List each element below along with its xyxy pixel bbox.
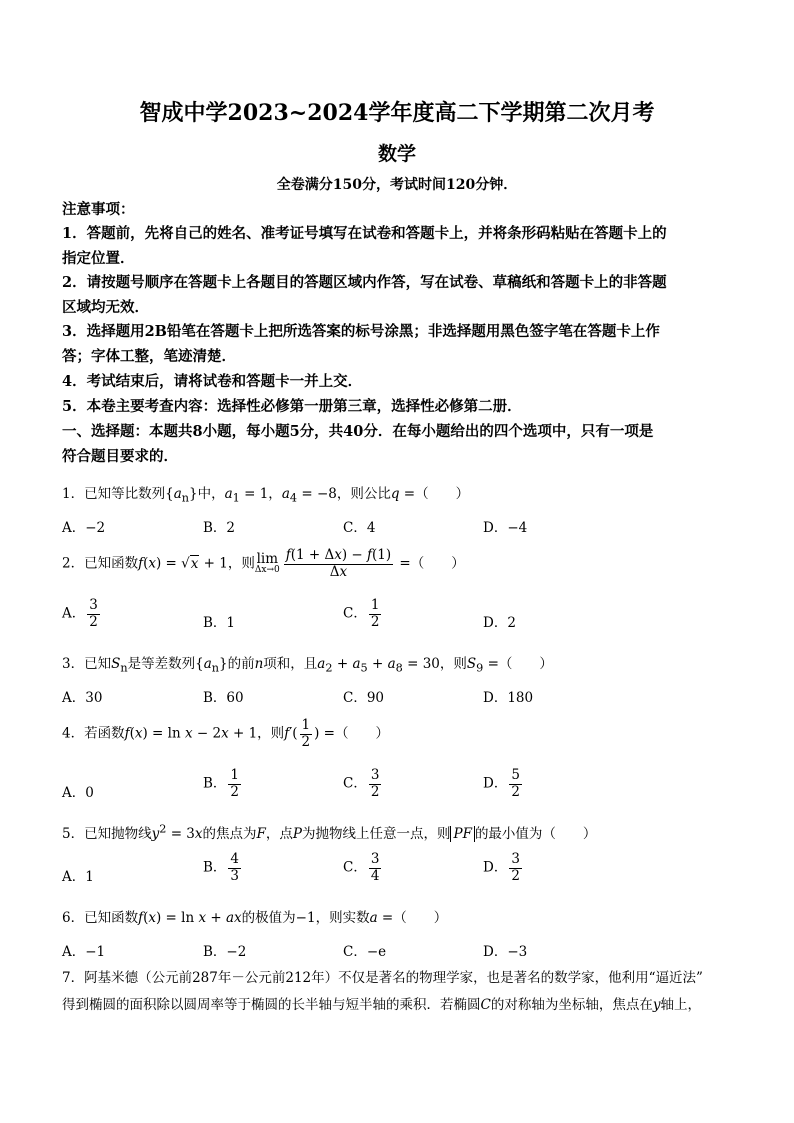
question-6: 6．已知函数f(x) = ln x + ax的极值为−1，则实数a =（ ）: [62, 910, 448, 926]
option-b: B．60: [203, 690, 244, 706]
option-c: C．90: [343, 690, 385, 706]
exam-title: 智成中学2023~2024学年度高二下学期第二次月考: [139, 100, 655, 126]
option-a: A．1: [62, 869, 94, 885]
option-d: D． $\frac{3}{2}$: [483, 851, 520, 884]
question-3: 3．已知$S_n$是等差数列$\{a_n\}$的前n项和，且$a_2 + a_5 + a_8 = 30$，则$S_9$ =（ ）: [62, 656, 553, 675]
option-c: C． $\frac{3}{2}$: [343, 767, 380, 800]
exam-info: 全卷满分150分，考试时间120分钟．: [276, 177, 518, 193]
option-b: B．2: [203, 520, 236, 536]
option-d: D．2: [483, 615, 516, 631]
section-heading: 符合题目要求的．: [62, 448, 178, 465]
option-d-label: D．: [483, 859, 508, 876]
q7-text-b: 的对称轴为坐标轴，焦点在: [490, 997, 653, 1013]
note-line: 5．本卷主要考查内容：选择性必修第一册第三章，选择性必修第二册．: [62, 398, 522, 415]
option-b: B．−2: [203, 944, 247, 960]
option-c: C．4: [343, 520, 376, 536]
note-line: 指定位置．: [62, 250, 135, 267]
note-line: 1．答题前，先将自己的姓名、准考证号填写在试卷和答题卡上，并将条形码粘贴在答题卡上的: [62, 225, 667, 242]
note-line: 答；字体工整，笔迹清楚．: [62, 348, 236, 365]
question-7-line2: 得到椭圆的面积除以圆周率等于椭圆的长半轴与短半轴的乘积．若椭圆C的对称轴为坐标轴，焦点在y轴上，: [62, 997, 701, 1013]
option-a: A．30: [62, 690, 103, 706]
option-b: B．1: [203, 615, 236, 631]
option-b: B． $\frac{4}{3}$: [203, 851, 240, 884]
option-c: C． $\frac{1}{2}$: [343, 597, 380, 630]
note-line: 4．考试结束后，请将试卷和答题卡一并上交．: [62, 373, 363, 390]
q7-text-c: 轴上，: [660, 997, 701, 1013]
note-line: 区域均无效．: [62, 299, 149, 316]
option-d: D．180: [483, 690, 534, 706]
notes-heading: 注意事项：: [62, 201, 135, 218]
option-a: A．−2: [62, 520, 106, 536]
option-b: B． $\frac{1}{2}$: [203, 767, 240, 800]
question-2: 2．已知函数f(x) = √x + 1，则 lim Δx→0 $\frac{f(1 + \Delta x) - f(1)}{\Delta x}$ =（ ）: [62, 547, 465, 580]
note-line: 2．请按题号顺序在答题卡上各题目的答题区域内作答，写在试卷、草稿纸和答题卡上的非答题: [62, 274, 667, 291]
option-d: D．−3: [483, 944, 528, 960]
question-7-line1: 7．阿基米德（公元前287年－公元前212年）不仅是著名的物理学家，也是著名的数学家，他利用“逼近法”: [62, 970, 703, 986]
section-heading: 一、选择题：本题共8小题，每小题5分，共40分．在每小题给出的四个选项中，只有一项是: [62, 423, 654, 440]
subject-title: 数学: [377, 143, 416, 165]
option-d: D． $\frac{5}{2}$: [483, 767, 520, 800]
option-c: C． $\frac{3}{4}$: [343, 851, 380, 884]
option-c: C．−e: [343, 944, 387, 960]
option-a: A．−1: [62, 944, 106, 960]
question-1: 1．已知等比数列$\{a_n\}$中，$a_1 = 1$，$a_4 = -8$，则公比q =（ ）: [62, 486, 470, 505]
note-line: 3．选择题用2B铅笔在答题卡上把所选答案的标号涂黑；非选择题用黑色签字笔在答题卡上作: [62, 323, 660, 340]
option-d: D．−4: [483, 520, 528, 536]
question-5: 5．已知抛物线$y^2 = 3x$的焦点为F，点P为抛物线上任意一点，则 PF 的最小值为（ ）: [62, 822, 597, 842]
option-a: A．0: [62, 785, 94, 801]
question-4: 4．若函数f(x) = ln x − 2x + 1，则f′( $\frac{1}{2}$ ) =（ ）: [62, 717, 389, 750]
q7-text-a: 得到椭圆的面积除以圆周率等于椭圆的长半轴与短半轴的乘积．若椭圆: [62, 997, 481, 1013]
option-a: A． $\frac{3}{2}$: [62, 597, 98, 630]
